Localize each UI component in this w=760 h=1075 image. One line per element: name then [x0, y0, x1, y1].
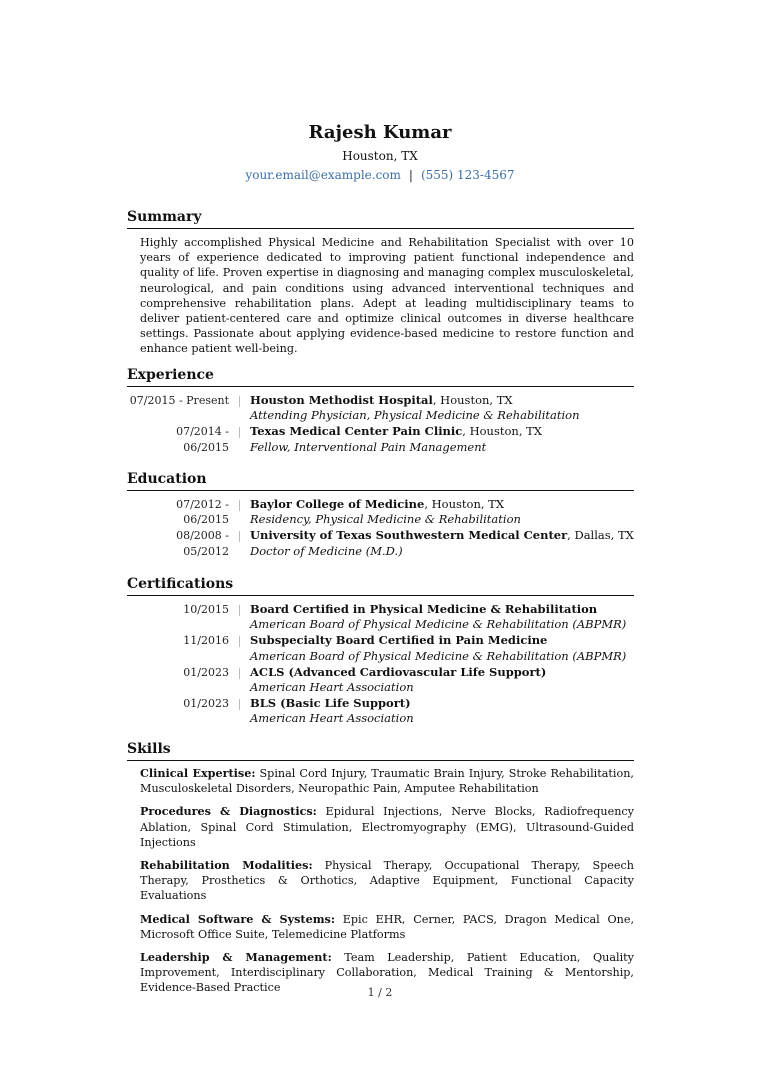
certification-entry: [127, 602, 634, 632]
skill-item: [140, 858, 634, 904]
certifications-section: [127, 576, 634, 727]
email-link[interactable]: your.email@example.com: [245, 168, 401, 182]
entry-location: , Dallas, TX: [567, 528, 634, 543]
entry-org: Board Certified in Physical Medicine & Rehabilitation: [250, 602, 598, 616]
skill-label: Medical Software & Systems:: [140, 911, 335, 926]
candidate-location: Houston, TX: [342, 149, 418, 163]
section-title-education: Education: [127, 471, 634, 491]
certification-entry: [127, 696, 634, 726]
phone-link[interactable]: (555) 123-4567: [420, 168, 515, 182]
entry-divider: [239, 427, 240, 438]
skill-text: Physical Therapy, Occupational Therapy, Speech Therapy, Prosthetics & Orthotics, Adaptive Equipment, Functional Capacity Evaluations: [140, 859, 634, 903]
entry-location: , Houston, TX: [432, 393, 513, 407]
contact-separator: |: [408, 168, 413, 182]
entry-date: 01/2023: [183, 697, 229, 711]
experience-section: [127, 367, 634, 455]
entry-date: 11/2016: [183, 634, 229, 648]
skill-text: Team Leadership, Patient Education, Quality Improvement, Interdisciplinary Collaboration, Medical Training & Mentorship, Evidence-Based Practice: [140, 951, 634, 995]
skill-text: Spinal Cord Injury, Traumatic Brain Injury, Stroke Rehabilitation, Musculoskeletal Disorders, Neuropathic Pain, Amputee Rehabilitation: [140, 767, 634, 796]
entry-divider: [239, 668, 240, 679]
skill-item: [140, 912, 634, 942]
entry-role: Residency, Physical Medicine & Rehabilitation: [250, 512, 521, 527]
skill-text: Epic EHR, Cerner, PACS, Dragon Medical One, Microsoft Office Suite, Telemedicine Platforms: [140, 912, 634, 941]
section-title-summary: Summary: [127, 209, 634, 229]
entry-role: Doctor of Medicine (M.D.): [250, 543, 403, 558]
experience-entry: [127, 424, 634, 454]
section-title-experience: Experience: [127, 367, 634, 387]
section-title-skills: Skills: [127, 741, 634, 761]
experience-entry: [127, 393, 634, 423]
entry-org: ACLS (Advanced Cardiovascular Life Support): [250, 664, 547, 679]
entry-role: American Heart Association: [250, 680, 414, 695]
education-entry: [127, 528, 634, 558]
contact-line: [0, 168, 760, 183]
entry-divider: [239, 500, 240, 511]
entry-role: American Heart Association: [250, 711, 414, 726]
entry-date: 07/2012 - 06/2015: [176, 498, 229, 527]
resume-header: [0, 122, 760, 183]
entry-org: Subspecialty Board Certified in Pain Medicine: [250, 633, 548, 648]
entry-date: 01/2023: [183, 665, 229, 679]
entry-location: , Houston, TX: [424, 497, 505, 511]
entry-date: 08/2008 - 05/2012: [176, 529, 229, 558]
entry-role: Fellow, Interventional Pain Management: [250, 439, 487, 454]
skill-label: Leadership & Management:: [140, 950, 332, 965]
education-section: [127, 471, 634, 559]
candidate-name: Rajesh Kumar: [308, 122, 452, 143]
section-title-certifications: Certifications: [127, 576, 634, 596]
education-entry: [127, 497, 634, 527]
entry-org: Texas Medical Center Pain Clinic: [250, 424, 463, 439]
summary-section: [127, 209, 634, 357]
skills-section: [127, 741, 634, 1004]
entry-location: , Houston, TX: [462, 424, 542, 439]
skill-item: [140, 804, 634, 850]
page-number: 1 / 2: [367, 986, 393, 999]
entry-divider: [239, 699, 240, 710]
summary-text: Highly accomplished Physical Medicine and Rehabilitation Specialist with over 10 years of experience dedicated to improving patient functional independence and quality of life. Proven expertise in diagnosing and managing complex musculoskeletal, neurological, and pain conditions using advanced interventional techniques and comprehensive rehabilitation plans. Adept at leading multidisciplinary teams to deliver patient-centered care and optimize clinical outcomes in diverse healthcare settings. Passionate about applying evidence-based medicine to restore function and enhance patient well-being.: [140, 236, 634, 356]
skill-label: Rehabilitation Modalities:: [140, 858, 313, 873]
entry-date: 07/2015 - Present: [129, 394, 229, 407]
certification-entry: [127, 665, 634, 695]
skill-label: Clinical Expertise:: [140, 766, 256, 780]
entry-role: Attending Physician, Physical Medicine & Rehabilitation: [250, 408, 580, 423]
entry-org: BLS (Basic Life Support): [250, 696, 411, 711]
entry-org: University of Texas Southwestern Medical Center: [250, 528, 568, 543]
entry-divider: [239, 605, 240, 616]
entry-org: Houston Methodist Hospital: [250, 393, 433, 407]
entry-date: 07/2014 - 06/2015: [176, 425, 229, 454]
entry-role: American Board of Physical Medicine & Rehabilitation (ABPMR): [250, 617, 627, 632]
certification-entry: [127, 633, 634, 663]
entry-org: Baylor College of Medicine: [250, 497, 425, 511]
skill-item: [140, 766, 634, 796]
entry-divider: [239, 531, 240, 542]
skill-text: Epidural Injections, Nerve Blocks, Radiofrequency Ablation, Spinal Cord Stimulation, Electromyography (EMG), Ultrasound-Guided Injections: [140, 805, 634, 849]
entry-divider: [239, 636, 240, 647]
entry-role: American Board of Physical Medicine & Rehabilitation (ABPMR): [250, 648, 627, 663]
skill-label: Procedures & Diagnostics:: [140, 804, 317, 819]
entry-divider: [239, 396, 240, 407]
entry-date: 10/2015: [183, 603, 229, 616]
